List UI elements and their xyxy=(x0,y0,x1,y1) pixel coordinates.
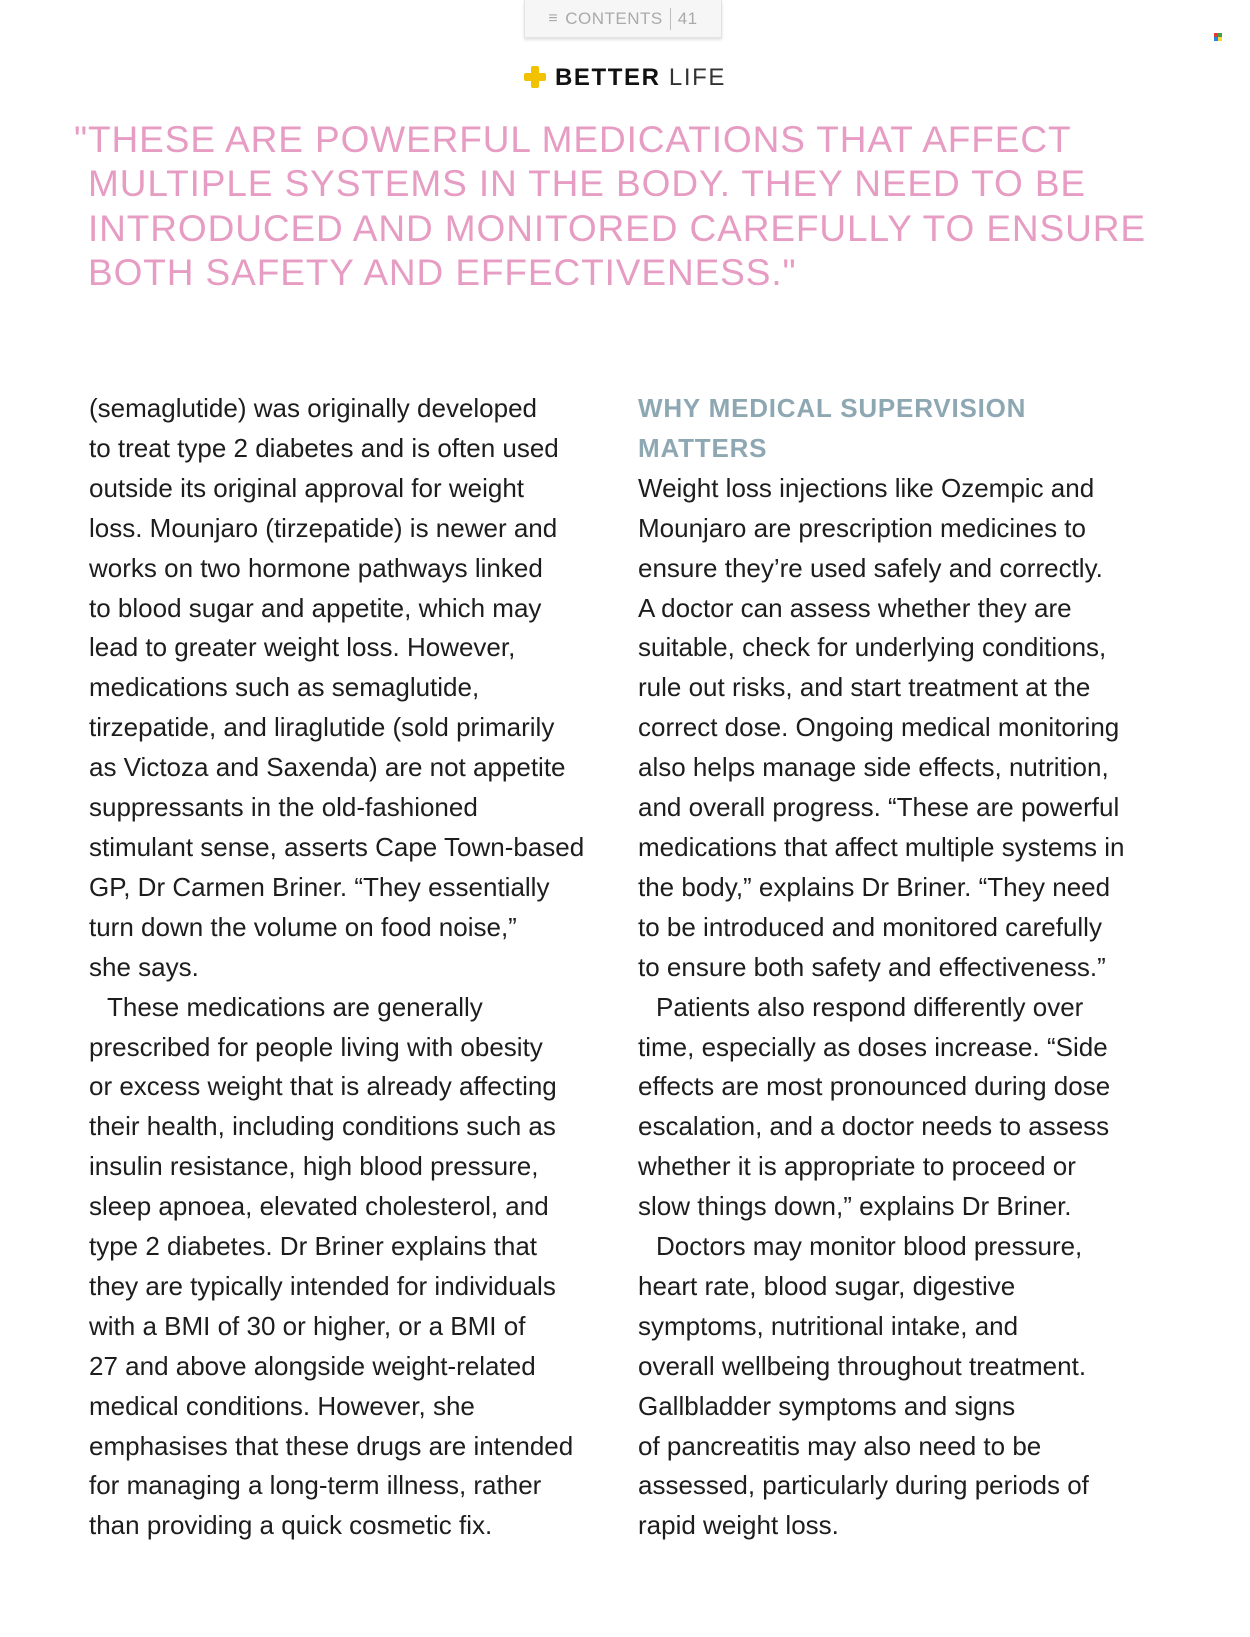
body-text-line: also helps manage side effects, nutrition, xyxy=(638,752,1109,783)
body-text-line: turn down the volume on food noise,” xyxy=(89,911,517,942)
subheading-line: MATTERS xyxy=(638,432,768,463)
body-text-line: lead to greater weight loss. However, xyxy=(89,632,516,663)
body-text-line: Mounjaro are prescription medicines to xyxy=(638,512,1086,543)
section-title-bold: BETTER xyxy=(555,64,661,91)
right-column xyxy=(638,389,1198,1546)
body-text-line: Weight loss injections like Ozempic and xyxy=(638,472,1095,503)
pull-quote xyxy=(74,118,1204,295)
body-text-line: of pancreatitis may also need to be xyxy=(638,1430,1042,1461)
body-text-line: to ensure both safety and effectiveness.” xyxy=(638,951,1106,982)
body-text-line: they are typically intended for individuals xyxy=(89,1270,556,1301)
page-number: 41 xyxy=(677,8,698,28)
body-text-line: (semaglutide) was originally developed xyxy=(89,393,538,423)
subheading-line: WHY MEDICAL SUPERVISION xyxy=(638,393,1027,423)
body-text-line: medications such as semaglutide, xyxy=(89,672,480,703)
pull-quote-line: INTRODUCED AND MONITORED CAREFULLY TO ENSURE xyxy=(88,207,1146,249)
body-text-line: to be introduced and monitored carefully xyxy=(638,911,1102,942)
body-text-line: slow things down,” explains Dr Briner. xyxy=(638,1191,1072,1222)
paragraph-first-line: These medications are generally xyxy=(107,991,483,1022)
body-text-line: for managing a long-term illness, rather xyxy=(89,1470,542,1501)
body-text-line: sleep apnoea, elevated cholesterol, and xyxy=(89,1191,549,1222)
body-text-line: outside its original approval for weight xyxy=(89,472,525,503)
body-text-line: loss. Mounjaro (tirzepatide) is newer and xyxy=(89,512,558,543)
body-text-line: stimulant sense, asserts Cape Town-based xyxy=(89,831,585,862)
body-text-line: medications that affect multiple systems in xyxy=(638,831,1125,862)
paragraph-first-line: Doctors may monitor blood pressure, xyxy=(656,1231,1083,1262)
body-text-line: insulin resistance, high blood pressure, xyxy=(89,1151,539,1182)
tab-divider xyxy=(670,8,671,30)
body-text-line: whether it is appropriate to proceed or xyxy=(638,1151,1076,1182)
section-title-light: LIFE xyxy=(668,64,726,91)
plus-icon xyxy=(524,66,546,88)
body-text-line: with a BMI of 30 or higher, or a BMI of xyxy=(89,1310,526,1341)
body-text-line: works on two hormone pathways linked xyxy=(89,552,543,583)
body-text-line: 27 and above alongside weight-related xyxy=(89,1350,536,1381)
pull-quote-line: "THESE ARE POWERFUL MEDICATIONS THAT AFFECT xyxy=(74,119,1072,160)
body-text-line: she says. xyxy=(89,951,199,982)
body-text-line: prescribed for people living with obesity xyxy=(89,1031,543,1062)
left-column xyxy=(89,389,629,1546)
body-text-line: emphasises that these drugs are intended xyxy=(89,1430,574,1461)
body-text-line: escalation, and a doctor needs to assess xyxy=(638,1111,1110,1142)
body-text-line: Gallbladder symptoms and signs xyxy=(638,1390,1016,1421)
body-text-line: the body,” explains Dr Briner. “They need xyxy=(638,871,1111,902)
pull-quote-line: MULTIPLE SYSTEMS IN THE BODY. THEY NEED TO BE xyxy=(88,163,1086,205)
body-text-line: time, especially as doses increase. “Side xyxy=(638,1031,1108,1062)
body-text-line: than providing a quick cosmetic fix. xyxy=(89,1510,493,1541)
corner-logo-icon xyxy=(1214,33,1222,41)
body-text-line: heart rate, blood sugar, digestive xyxy=(638,1270,1016,1301)
contents-tab[interactable] xyxy=(524,0,722,38)
body-text-line: to treat type 2 diabetes and is often used xyxy=(89,432,559,463)
body-text-line: to blood sugar and appetite, which may xyxy=(89,592,542,623)
contents-label: CONTENTS xyxy=(565,8,663,28)
body-text-line: rule out risks, and start treatment at the xyxy=(638,672,1091,703)
body-text-line: suppressants in the old-fashioned xyxy=(89,792,478,823)
body-text-line: suitable, check for underlying conditions, xyxy=(638,632,1107,663)
body-text-line: symptoms, nutritional intake, and xyxy=(638,1310,1019,1341)
body-text-line: GP, Dr Carmen Briner. “They essentially xyxy=(89,871,550,902)
body-text-line: overall wellbeing throughout treatment. xyxy=(638,1350,1087,1381)
body-text-line: tirzepatide, and liraglutide (sold primarily xyxy=(89,712,555,743)
body-text-line: as Victoza and Saxenda) are not appetite xyxy=(89,752,566,783)
body-text-line: or excess weight that is already affecting xyxy=(89,1071,557,1102)
paragraph-first-line: Patients also respond differently over xyxy=(656,991,1084,1022)
menu-icon: ≡ xyxy=(548,9,559,27)
body-text-line: ensure they’re used safely and correctly. xyxy=(638,552,1103,583)
body-text-line: effects are most pronounced during dose xyxy=(638,1071,1111,1102)
body-text-line: their health, including conditions such as xyxy=(89,1111,556,1142)
body-text-line: A doctor can assess whether they are xyxy=(638,592,1072,623)
body-text-line: medical conditions. However, she xyxy=(89,1390,475,1421)
body-text-line: type 2 diabetes. Dr Briner explains that xyxy=(89,1231,538,1262)
body-text-line: rapid weight loss. xyxy=(638,1510,839,1541)
body-text-line: and overall progress. “These are powerful xyxy=(638,792,1120,823)
pull-quote-line: BOTH SAFETY AND EFFECTIVENESS." xyxy=(88,251,797,293)
body-text-line: assessed, particularly during periods of xyxy=(638,1470,1089,1501)
section-header xyxy=(0,64,1250,92)
body-text-line: correct dose. Ongoing medical monitoring xyxy=(638,712,1120,743)
